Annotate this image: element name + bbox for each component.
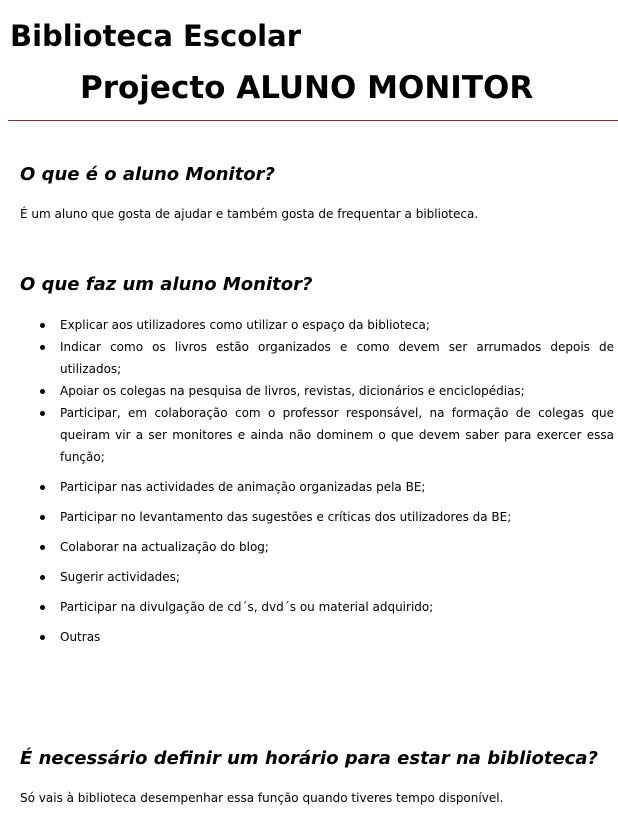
list-item bbox=[40, 626, 614, 648]
section-heading-what-does: O que faz um aluno Monitor? bbox=[20, 274, 313, 295]
list-item-text: Apoiar os colegas na pesquisa de livros, revistas, dicionários e enciclopédias; bbox=[60, 384, 525, 398]
document-title: Biblioteca Escolar bbox=[10, 19, 301, 53]
list-item-text: Colaborar na actualização do blog; bbox=[60, 540, 269, 554]
bullet-icon bbox=[40, 389, 45, 394]
bullet-icon bbox=[40, 635, 45, 640]
list-item-text: Participar no levantamento das sugestões e críticas dos utilizadores da BE; bbox=[60, 510, 512, 524]
title-divider bbox=[8, 120, 618, 121]
list-item bbox=[40, 336, 614, 380]
section-text-what-is: É um aluno que gosta de ajudar e também gosta de frequentar a biblioteca. bbox=[20, 207, 479, 221]
bullet-icon bbox=[40, 575, 45, 580]
list-item bbox=[40, 596, 614, 618]
bullet-icon bbox=[40, 515, 45, 520]
section-heading-what-is: O que é o aluno Monitor? bbox=[20, 164, 275, 185]
list-item bbox=[40, 476, 614, 498]
bullet-icon bbox=[40, 345, 45, 350]
list-item bbox=[40, 506, 614, 528]
project-title: Projecto ALUNO MONITOR bbox=[80, 70, 534, 106]
list-item bbox=[40, 314, 614, 336]
bullet-icon bbox=[40, 545, 45, 550]
list-item-text: Explicar aos utilizadores como utilizar o espaço da biblioteca; bbox=[60, 318, 430, 332]
duties-list bbox=[40, 314, 614, 648]
list-item-text: Sugerir actividades; bbox=[60, 570, 180, 584]
bullet-icon bbox=[40, 605, 45, 610]
list-item bbox=[40, 380, 614, 402]
list-item-text: Participar, em colaboração com o professor responsável, na formação de colegas que queiram vir a ser monitores e ainda não dominem o que devem saber para exercer essa função; bbox=[60, 406, 614, 464]
list-item-text: Participar nas actividades de animação organizadas pela BE; bbox=[60, 480, 426, 494]
bullet-icon bbox=[40, 323, 45, 328]
list-item-text: Indicar como os livros estão organizados e como devem ser arrumados depois de utilizados; bbox=[60, 340, 614, 376]
list-item bbox=[40, 402, 614, 468]
bullet-icon bbox=[40, 485, 45, 490]
list-item bbox=[40, 566, 614, 588]
list-item-text: Participar na divulgação de cd´s, dvd´s ou material adquirido; bbox=[60, 600, 434, 614]
section-text-schedule: Só vais à biblioteca desempenhar essa função quando tiveres tempo disponível. bbox=[20, 791, 504, 805]
section-heading-schedule: É necessário definir um horário para estar na biblioteca? bbox=[20, 748, 598, 769]
list-item-text: Outras bbox=[60, 630, 101, 644]
list-item bbox=[40, 536, 614, 558]
bullet-icon bbox=[40, 411, 45, 416]
